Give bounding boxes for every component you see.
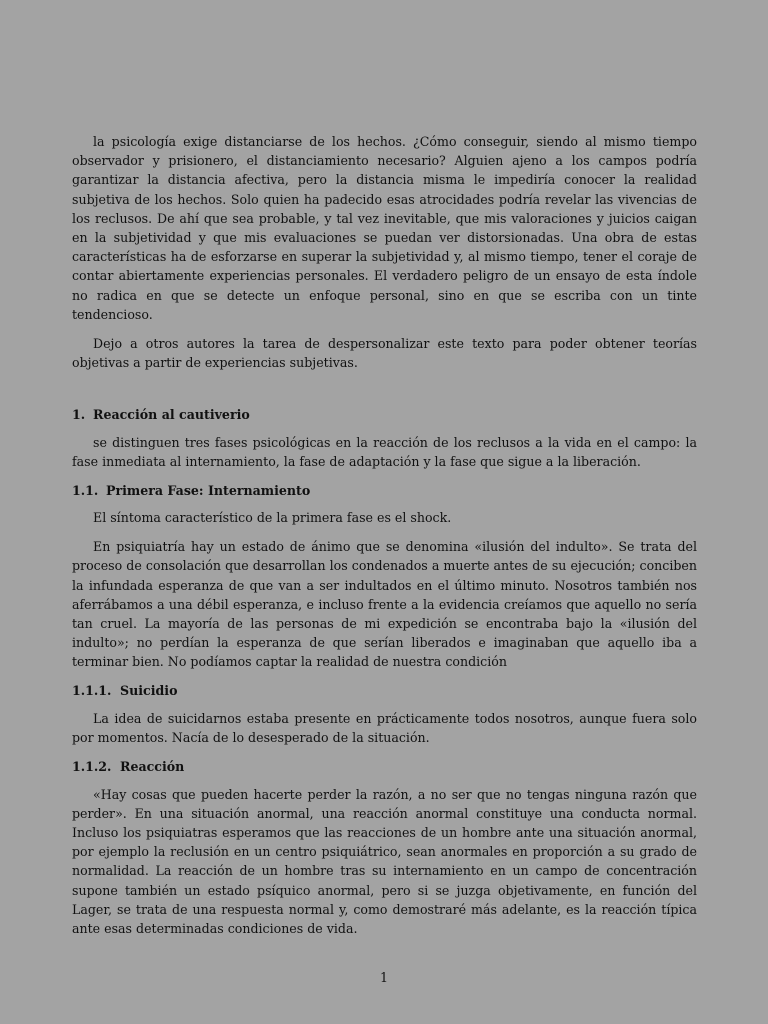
section-title: Reacción al cautiverio [93,407,250,423]
subsubsection-title: Suicidio [120,683,178,699]
page-number: 1 [379,970,388,985]
subsubsection-heading-suicidio [72,681,697,700]
subsection-heading-primera-fase [72,481,697,500]
paragraph-depersonalize: Dejo a otros autores la tarea de despersonalizar este texto para poder obtener teorías objetivas a partir de experiencias subjetivas. [72,335,697,370]
paragraph-intro: la psicología exige distanciarse de los hechos. ¿Cómo conseguir, siendo al mismo tiempo observador y prisionero, el distanciamiento necesario? Alguien ajeno a los campos podría garantizar la distancia afectiva, pero la distancia misma le impediría conocer la realidad subjetiva de los hechos. Solo quien ha padecido esas atrocidades podría revelar las vivencias de los reclusos. De ahí que sea probable, y tal vez inevitable, que mis valoraciones y juicios caigan en la subjetividad y que mis evaluaciones se puedan ver distorsionadas. Una obra de estas características ha de esforzarse en superar la subjetividad y, al mismo tiempo, tener el coraje de contar abiertamente experiencias personales. El verdadero peligro de un ensayo de esta índole no radica en que se detecte un enfoque personal, sino en que se escriba con un tinte tendencioso. [72,134,697,322]
subsubsection-heading-reaccion [72,757,697,776]
subsubsection-title: Reacción [120,758,185,774]
section-heading-reaccion-cautiverio [72,405,697,424]
subsection-number: 1.1. [72,482,99,498]
subsection-title: Primera Fase: Internamiento [106,482,311,498]
paragraph-reaccion: «Hay cosas que pueden hacerte perder la razón, a no ser que no tengas ninguna razón que perder». En una situación anormal, una reacción anormal constituye una conducta normal. Incluso los psiquiatras esperamos que las reacciones de un hombre ante una situación anormal, por ejemplo la reclusión en un centro psiquiátrico, sean anormales en proporción a su grado de normalidad. La reacción de un hombre tras su internamiento en un campo de concentración supone también un estado psíquico anormal, pero si se juzga objetivamente, en función del Lager, se trata de una respuesta normal y, como demostraré más adelante, es la reacción típica ante esas determinadas condiciones de vida. [72,786,697,937]
subsubsection-number: 1.1.2. [72,758,112,774]
document-page [72,132,697,948]
section-number: 1. [72,407,86,423]
subsubsection-number: 1.1.1. [72,683,112,699]
paragraph-ilusion-indulto: En psiquiatría hay un estado de ánimo que se denomina «ilusión del indulto». Se trata del proceso de consolación que desarrollan los condenados a muerte antes de su ejecución; conciben la infundada esperanza de que van a ser indultados en el último minuto. Nosotros también nos aferrábamos a una débil esperanza, e incluso frente a la evidencia creíamos que aquello no sería tan cruel. La mayoría de las personas de mi expedición se encontraba bajo la «ilusión del indulto»; no perdían la esperanza de que serían liberados e imaginaban que aquello iba a terminar bien. No podíamos captar la realidad de nuestra condición [72,539,697,670]
paragraph-shock: El síntoma característico de la primera fase es el shock. [93,510,452,526]
paragraph-suicidio: La idea de suicidarnos estaba presente en prácticamente todos nosotros, aunque fuera solo por momentos. Nacía de lo desesperado de la situación. [72,710,697,746]
paragraph-fases: se distinguen tres fases psicológicas en la reacción de los reclusos a la vida en el campo: la fase inmediata al internamiento, la fase de adaptación y la fase que sigue a la liberación. [72,434,697,469]
